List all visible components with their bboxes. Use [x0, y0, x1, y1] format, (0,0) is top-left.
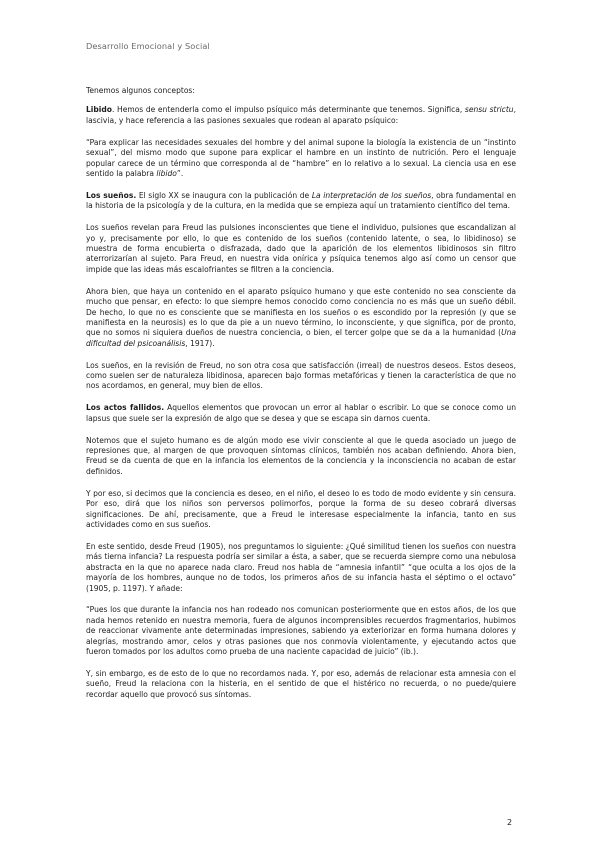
italic-interpretacion: La interpretación de los sueños: [311, 190, 432, 200]
running-header: Desarrollo Emocional y Social: [86, 41, 210, 51]
quote-infancia: “Pues los que durante la infancia nos han rodeado nos comunican posteriormente que en estos años, de los que nada hemos retenido en nuestra memoria, fuera de algunos incomprensibles recuerdos fragmentarios, hubimos de reaccionar vivamente ante determinadas impresiones, sabiendo ya exteriorizar en forma humana dolores y alegrías, mostrando amor, celos y otras pasiones que nos conmovía violentamente, y ejecutando actos que fueron tomados por los adultos como prueba de una naciente capacidad de juicio” (ib.).: [86, 605, 516, 657]
term-suenos: Los sueños.: [86, 190, 137, 200]
body-text: [86, 86, 516, 712]
paragraph-amnesia: En este sentido, desde Freud (1905), nos preguntamos lo siguiente: ¿Qué similitud tienen los sueños con nuestra más tierna infancia? La respuesta podría ser similar a ésta, a saber, que se recuerda siempre como una nebulosa abstracta en la que no aparece nada claro. Freud nos habla de “amnesia infantil” “que oculta a los ojos de la mayoría de los hombres, aunque no de todos, los primeros años de su infancia hasta el séptimo o el octavo” (1905, p. 1197). Y añade:: [86, 541, 516, 593]
italic-libido: libido: [156, 168, 177, 178]
paragraph-inconsciente: Ahora bien, que haya un contenido en el aparato psíquico humano y que este contenido no sea consciente da mucho que pensar, en efecto: lo que siempre hemos conocido como conciencia no es más que un sueño débil. De hecho, lo que no es consciente que se manifiesta en los sueños o es escondido por la represión (y que se manifiesta en la neurosis) es lo que da pie a un nuevo término, lo inconsciente, y que significa, por de pronto, que no somos ni siquiera dueños de nuestra conciencia, o bien, el tercer golpe que se da a la humanidad (Una dificultad del psicoanálisis, 1917).: [86, 286, 516, 348]
paragraph-histeria: Y, sin embargo, es de esto de lo que no recordamos nada. Y, por eso, además de relacionar esta amnesia con el sueño, Freud la relaciona con la histeria, en el sentido de que el histérico no recuerda, o no puede/quiere recordar aquello que provocó sus síntomas.: [86, 668, 516, 699]
paragraph-pulsiones: Los sueños revelan para Freud las pulsiones inconscientes que tiene el individuo, pulsiones que escandalizan al yo y, precisamente por ello, lo que es contenido de los sueños (contenido latente, o sea, lo libidinoso) se muestra de forma encubierta o disfrazada, dado que la aparición de los elementos libidinosos sin filtro aterrorizarían al sujeto. Para Freud, en nuestra vida onírica y psíquica tenemos algo así como un censor que impide que las ideas más escalofriantes se filtren a la conciencia.: [86, 223, 516, 274]
paragraph-deseos: Los sueños, en la revisión de Freud, no son otra cosa que satisfacción (irreal) de nuestros deseos. Estos deseos, como suelen ser de naturaleza libidinosa, aparecen bajo formas metafóricas y tienen la característica de que no nos acordamos, en general, muy bien de ellos.: [86, 360, 516, 391]
italic-dificultad: Una dificultad del psicoanálisis: [86, 328, 516, 348]
paragraph-libido: Libido. Hemos de entenderla como el impulso psíquico más determinante que tenemos. Significa, sensu strictu, lascivia, y hace referencia a las pasiones sexuales que rodean al aparato psíquico:: [86, 105, 516, 125]
italic-sensu-strictu: sensu strictu: [464, 105, 514, 115]
term-actos-fallidos: Los actos fallidos.: [86, 403, 165, 413]
paragraph-actos-fallidos: Los actos fallidos. Aquellos elementos que provocan un error al hablar o escribir. Lo que se conoce como un lapsus que suele ser la expresión de algo que se desea y que se escapa sin darnos cuenta.: [86, 403, 516, 423]
quote-libido: “Para explicar las necesidades sexuales del hombre y del animal supone la biología la existencia de un “instinto sexual”, del mismo modo que supone para explicar el hambre en un instinto de nutrición. Pero el lenguaje popular carece de un término que corresponda al de “hambre” en lo relativo a lo sexual. La ciencia usa en ese sentido la palabra libido”.: [86, 137, 516, 178]
paragraph-represiones: Notemos que el sujeto humano es de algún modo ese vivir consciente al que le queda asociado un juego de represiones que, al margen de que provoquen síntomas clínicos, también nos acaban definiendo. Ahora bien, Freud se da cuenta de que en la infancia los elementos de la conciencia y la inconsciencia no acaban de estar definidos.: [86, 435, 516, 476]
intro-line: Tenemos algunos conceptos:: [86, 86, 195, 95]
paragraph-suenos: Los sueños. El siglo XX se inaugura con la publicación de La interpretación de los sueños, obra fundamental en la historia de la psicología y de la cultura, en la medida que se empieza aquí un tratamiento científico del tema.: [86, 190, 517, 211]
page-number: 2: [507, 818, 513, 827]
paragraph-infancia: Y por eso, si decimos que la conciencia es deseo, en el niño, el deseo lo es todo de modo evidente y sin censura. Por eso, dirá que los niños son perversos polimorfos, porque la forma de su deseo cobrará diversas significaciones. De ahí, precisamente, que a Freud le interesase especialmente la infancia, tanto en sus actividades como en sus sueños.: [86, 488, 516, 529]
term-libido: Libido: [86, 105, 112, 115]
